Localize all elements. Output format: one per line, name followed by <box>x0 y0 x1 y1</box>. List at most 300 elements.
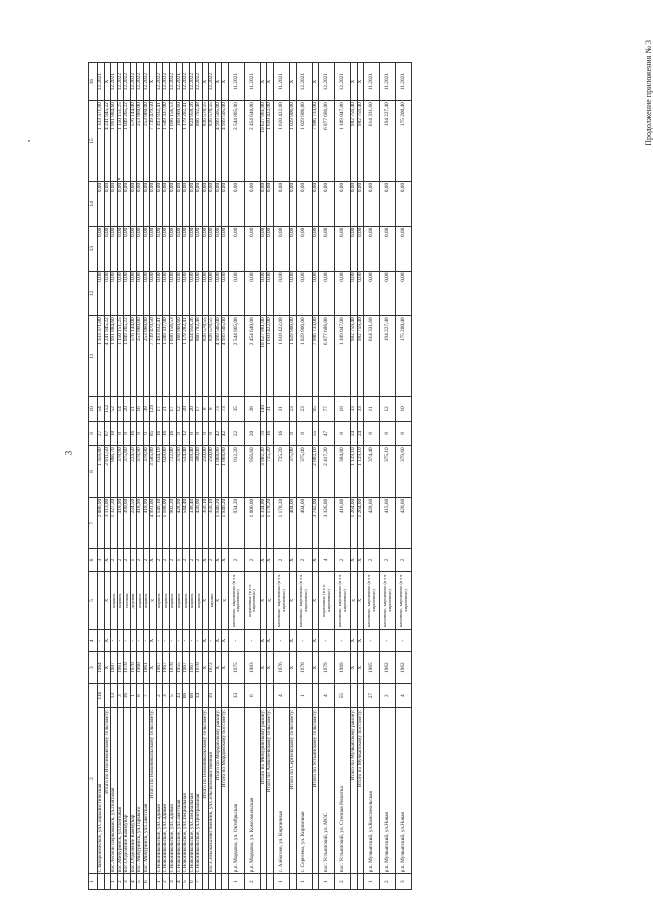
scan-speck <box>28 140 30 142</box>
table-cell: 428,60 <box>364 497 380 549</box>
table-cell: 73 <box>222 397 229 422</box>
table-cell: Итого по Мичуринскому району: <box>260 708 267 874</box>
table-cell: X <box>215 630 222 652</box>
table-cell: 0,00 <box>312 271 319 316</box>
table-cell: 2 <box>335 874 351 890</box>
table-cell: X <box>290 571 297 629</box>
table-cell: 1 <box>296 683 312 708</box>
table-cell: X <box>260 549 267 571</box>
table-cell: 826 578,55 <box>209 101 216 182</box>
table-cell: X <box>357 549 364 571</box>
table-cell: 1970 <box>196 652 203 683</box>
table-cell: 0,00 <box>202 271 209 316</box>
table-cell: 23 <box>290 397 297 422</box>
table-cell: 152 <box>104 397 111 422</box>
table-cell: X <box>312 549 319 571</box>
column-header-1: 1 <box>89 874 98 890</box>
table-cell: 149 <box>260 397 267 422</box>
table-cell: 1969 <box>335 652 351 683</box>
table-cell: X <box>357 63 364 101</box>
table-cell: 0,00 <box>117 271 124 316</box>
table-cell: кирпичные (в т.ч. кирпичные) <box>319 571 335 629</box>
table-cell: 0,00 <box>215 181 222 226</box>
table-cell: X <box>202 549 209 571</box>
table-cell: 9 <box>137 421 144 446</box>
table-cell: 1 <box>228 874 244 890</box>
table-cell: 12.2022 <box>170 63 177 101</box>
table-cell: 0,00 <box>351 181 358 226</box>
table-cell: X <box>150 549 157 571</box>
table-cell: 2 <box>364 549 380 571</box>
table-cell: 0,00 <box>98 226 105 271</box>
table-cell: 4 241 945,22 <box>104 101 111 182</box>
table-cell: 3 <box>163 683 170 708</box>
table-cell: 1 150 151,25 <box>117 316 124 397</box>
table-cell: кирпич. <box>163 571 170 629</box>
table-cell: 420,60 <box>396 497 412 549</box>
table-cell: кирпич. <box>137 571 144 629</box>
table-cell: 4 <box>274 683 290 708</box>
table-cell: р.п. Мордово, ул. Октябрьская <box>228 708 244 874</box>
table-cell: 1979 <box>319 652 335 683</box>
table-cell: X <box>267 549 274 571</box>
table-cell: - <box>117 630 124 652</box>
table-cell: 0,00 <box>156 271 163 316</box>
table-cell: 1 493 832,41 <box>156 316 163 397</box>
table-cell: 2 <box>209 549 216 571</box>
table-cell: 2 <box>156 549 163 571</box>
table-cell: X <box>290 652 297 683</box>
table-row <box>244 63 260 890</box>
table-cell: 576 144,00 <box>130 316 137 397</box>
table-cell: 77 <box>319 397 335 422</box>
table-cell: 375,60 <box>124 446 131 498</box>
table-cell: 1967 <box>163 652 170 683</box>
table-cell: 52 <box>111 397 118 422</box>
table-cell: X <box>104 571 111 629</box>
table-cell: 3 113,00 <box>104 497 111 549</box>
table-cell: X <box>150 630 157 652</box>
table-cell: 1 610 422,00 <box>267 316 274 397</box>
table-cell: X <box>260 630 267 652</box>
table-cell: 866,70 <box>111 446 118 498</box>
table-cell: 1962 <box>396 652 412 683</box>
table-cell: 0,00 <box>244 226 260 271</box>
table-cell: 1 049 265,22 <box>124 101 131 182</box>
table-cell: с. Сергеево, ул. Кирпичная <box>296 708 312 874</box>
table-cell: 0,00 <box>150 181 157 226</box>
table-cell: 10 <box>396 397 412 422</box>
table-cell: 0,00 <box>312 226 319 271</box>
table-cell: 224,50 <box>130 446 137 498</box>
table-cell: 0,00 <box>117 226 124 271</box>
table-cell: 404,60 <box>296 497 312 549</box>
table-cell: 2 <box>244 874 260 890</box>
table-cell: 1 940,20 <box>222 497 229 549</box>
table-cell: 20 <box>183 397 190 422</box>
table-cell: 4 241 945,22 <box>104 316 111 397</box>
table-cell: X <box>215 549 222 571</box>
table-cell: Итого по Алёксеевскому сельсовету: <box>267 708 274 874</box>
table-cell: 4 991,00 <box>150 497 157 549</box>
table-cell: 1967 <box>189 652 196 683</box>
table-cell: 1 109 047,00 <box>335 316 351 397</box>
table-cell: 866 792,48 <box>196 101 203 182</box>
table-cell: 17 <box>170 397 177 422</box>
table-cell: 912,20 <box>228 446 244 498</box>
table-cell: 54 <box>98 397 105 422</box>
table-cell: 0,00 <box>202 226 209 271</box>
table-cell: 375,00 <box>290 446 297 498</box>
table-cell: 4 999 505,00 <box>222 101 229 182</box>
table-cell: кирпич. <box>196 571 203 629</box>
table-cell: 866 792,48 <box>196 316 203 397</box>
table-cell: 982 759,40 <box>351 101 358 182</box>
rotated-table-area <box>88 62 608 890</box>
table-cell: кирпич. <box>170 571 177 629</box>
table-cell: 12.2022 <box>196 63 203 101</box>
table-cell: 1 359,80 <box>98 446 105 498</box>
table-cell: 16 <box>163 421 170 446</box>
table-cell: 0,00 <box>260 226 267 271</box>
table-cell: - <box>296 630 312 652</box>
table-cell: 1 029 906,00 <box>296 101 312 182</box>
table-cell: 379,60 <box>396 446 412 498</box>
table-cell: кирпич <box>209 571 216 629</box>
table-cell: 1967 <box>156 652 163 683</box>
table-cell: 1967 <box>183 652 190 683</box>
table-cell: 0,00 <box>351 271 358 316</box>
table-cell: - <box>124 630 131 652</box>
table-cell: X <box>150 571 157 629</box>
table-cell: 0,00 <box>137 226 144 271</box>
table-cell: 0,00 <box>228 226 244 271</box>
table-cell: пос.Отделение Коммунар <box>130 708 137 874</box>
table-cell: Итого по Мучкапскому району: <box>351 708 358 874</box>
table-cell: 73 <box>215 397 222 422</box>
table-cell: 31 <box>267 397 274 422</box>
table-cell: 6 <box>244 683 260 708</box>
table-cell: Итого по Мордовскому району: <box>215 708 222 874</box>
table-cell: 0,00 <box>124 271 131 316</box>
table-cell: 1 129,10 <box>357 446 364 498</box>
table-cell: 175 200,40 <box>396 316 412 397</box>
table-cell: 12.2022 <box>124 63 131 101</box>
table-cell: каменные, кирпичные (в т.ч. кирпичные) <box>274 571 290 629</box>
table-cell: 253 860,00 <box>137 101 144 182</box>
table-cell: 2 611,50 <box>104 446 111 498</box>
table-cell: 1970 <box>124 652 131 683</box>
table-row <box>396 63 412 890</box>
table-cell: X <box>357 652 364 683</box>
table-cell: 0,00 <box>189 226 196 271</box>
table-cell: 378,90 <box>176 446 183 498</box>
table-cell: каменные, кирпичные (в т.ч. кирпичные) <box>228 571 244 629</box>
table-cell: - <box>274 630 290 652</box>
table-cell: 3 <box>98 549 105 571</box>
table-cell: 0,00 <box>396 271 412 316</box>
table-cell: 1 610 422,00 <box>274 101 290 182</box>
table-cell: 0,00 <box>104 226 111 271</box>
table-cell: 8 <box>196 421 203 446</box>
table-cell: 12.2022 <box>137 63 144 101</box>
table-cell: р.п. Мучкапский, ул.Новая <box>396 708 412 874</box>
table-cell: 27 <box>364 683 380 708</box>
table-cell: 33 <box>176 683 183 708</box>
table-cell: кирпич. <box>143 571 150 629</box>
table-cell: 0,00 <box>296 271 312 316</box>
table-cell: 31 <box>274 397 290 422</box>
table-cell: 1962 <box>380 652 396 683</box>
table-cell: 4 <box>319 549 335 571</box>
table-cell: 318,40 <box>189 446 196 498</box>
table-cell: 2 <box>380 874 396 890</box>
table-cell: 12.2021 <box>98 63 105 101</box>
table-cell: X <box>260 571 267 629</box>
table-cell: кирпич. <box>117 571 124 629</box>
table-cell: 11 <box>130 397 137 422</box>
table-cell: 0,00 <box>296 226 312 271</box>
table-cell: каменные, кирпичные (в т.ч. кирпичные) <box>296 571 312 629</box>
table-cell: 0,00 <box>396 181 412 226</box>
table-cell: Итого по Мордовскому поссовету: <box>222 708 229 874</box>
table-cell: 7 <box>143 683 150 708</box>
table-cell: - <box>98 630 105 652</box>
table-cell: 0,00 <box>98 181 105 226</box>
table-cell: 2 <box>296 549 312 571</box>
table-cell: 4 <box>176 874 183 890</box>
table-row <box>274 63 290 890</box>
table-cell: кирпичные (в т.ч. кирпичные) <box>244 571 260 629</box>
table-cell: 359,10 <box>209 497 216 549</box>
table-cell: 1 327,20 <box>111 497 118 549</box>
table-cell: 2 <box>163 874 170 890</box>
table-cell: 0,00 <box>274 181 290 226</box>
table-cell: 0,00 <box>260 271 267 316</box>
table-cell: 12.2021 <box>319 63 335 101</box>
table-cell: 7 739 479,50 <box>150 316 157 397</box>
table-cell: 8 <box>290 421 297 446</box>
table-cell: 27 <box>98 421 105 446</box>
table-cell: 3 <box>396 874 412 890</box>
table-cell: 416,00 <box>335 497 351 549</box>
table-cell: 68 <box>189 683 196 708</box>
table-cell: 17 <box>196 397 203 422</box>
table-cell: 0,00 <box>274 271 290 316</box>
table-cell: 0,00 <box>335 271 351 316</box>
table-cell: 7 739 479,50 <box>150 101 157 182</box>
table-cell: 7 <box>196 874 203 890</box>
table-cell: Итого по Мучкапскому поссовету: <box>357 708 364 874</box>
table-cell: 17 <box>156 397 163 422</box>
table-cell: 12.2021 <box>176 63 183 101</box>
table-row <box>228 63 244 890</box>
table-cell: 1 509 337,00 <box>163 101 170 182</box>
table-cell: 1 333 371,80 <box>98 316 105 397</box>
table-cell: 5 334,80 <box>260 497 267 549</box>
table-cell: 14 <box>117 397 124 422</box>
table-cell: 2 <box>137 549 144 571</box>
column-header-16: 16 <box>89 63 98 101</box>
table-cell: 0,00 <box>267 271 274 316</box>
table-cell: 0,00 <box>137 271 144 316</box>
table-cell: 1 <box>130 549 137 571</box>
table-cell: 1 049 265,22 <box>124 316 131 397</box>
table-cell: 725,20 <box>267 446 274 498</box>
column-header-4: 4 <box>89 630 98 652</box>
table-cell: 0,00 <box>170 271 177 316</box>
table-cell: 0,00 <box>364 181 380 226</box>
table-cell: 168 960,60 <box>176 101 183 182</box>
table-cell: 1960 <box>137 652 144 683</box>
table-cell: 934,20 <box>228 497 244 549</box>
table-cell: 66 <box>183 683 190 708</box>
table-cell: 3 326,00 <box>319 497 335 549</box>
table-cell: 250,00 <box>209 446 216 498</box>
table-cell: 0,00 <box>130 226 137 271</box>
table-cell: 0,00 <box>196 271 203 316</box>
table-cell: 0,00 <box>202 181 209 226</box>
table-cell: 8 <box>137 683 144 708</box>
table-cell: 21 <box>163 397 170 422</box>
table-cell: 1 <box>364 874 380 890</box>
table-cell: пос. Устьинский, ул. Степная Решетка <box>335 708 351 874</box>
table-cell: 1 029 906,00 <box>290 101 297 182</box>
table-cell: с.Новоникольское, ул.Садовая <box>170 708 177 874</box>
table-cell: смешан. <box>124 571 131 629</box>
table-cell: каменные, кирпичные (в т.ч. кирпичные) <box>380 571 396 629</box>
table-cell: 824 958,26 <box>189 101 196 182</box>
table-cell: 1961 <box>143 652 150 683</box>
table-cell: X <box>351 63 358 101</box>
table-cell: 0,00 <box>143 271 150 316</box>
table-cell: 4 <box>319 683 335 708</box>
table-cell: X <box>202 630 209 652</box>
table-cell: 0,00 <box>104 271 111 316</box>
table-cell: 47 <box>319 421 335 446</box>
table-cell: 3 902,30 <box>260 446 267 498</box>
table-cell: 826 578,55 <box>202 101 209 182</box>
table-cell: 2 544 865,00 <box>228 101 244 182</box>
table-cell: X <box>215 63 222 101</box>
table-cell: 5 <box>137 874 144 890</box>
table-body <box>98 63 412 890</box>
table-cell: 8 <box>380 421 396 446</box>
table-cell: 3 <box>117 683 124 708</box>
table-cell: 6 <box>143 874 150 890</box>
table-cell: 12.2022 <box>117 63 124 101</box>
table-cell: 12.2021 <box>111 63 118 101</box>
table-cell: 1 179 282,41 <box>183 101 190 182</box>
table-cell: 8 <box>202 397 209 422</box>
table-cell: 0,00 <box>274 226 290 271</box>
table-cell: 11.2021 <box>396 63 412 101</box>
table-cell: 2 802,10 <box>312 446 319 498</box>
table-cell: 2 <box>380 549 396 571</box>
table-cell: 1 <box>176 549 183 571</box>
table-cell: Итого по Новоникольскому сельсовету: <box>202 708 209 874</box>
table-cell: 0,00 <box>104 181 111 226</box>
table-cell: X <box>202 63 209 101</box>
table-cell: 0,00 <box>143 181 150 226</box>
table-cell: 1955 <box>176 652 183 683</box>
table-cell: 6 877 686,00 <box>319 101 335 182</box>
table-cell: 6 <box>189 874 196 890</box>
table-cell: 11.2021 <box>274 63 290 101</box>
table-cell: 253 860,00 <box>143 101 150 182</box>
table-cell: Итого по Изосимовскому сельсовету: <box>104 708 111 874</box>
table-cell: 0,00 <box>143 226 150 271</box>
table-cell: 1976 <box>274 652 290 683</box>
table-cell: 79 <box>260 421 267 446</box>
table-cell: 0,00 <box>319 226 335 271</box>
table-cell: 0,00 <box>163 226 170 271</box>
table-cell: X <box>104 652 111 683</box>
table-cell: 0,00 <box>364 271 380 316</box>
table-cell: 0,00 <box>111 271 118 316</box>
table-cell: - <box>335 630 351 652</box>
table-cell: - <box>111 630 118 652</box>
table-cell: 1 149,10 <box>156 497 163 549</box>
table-cell: 0,00 <box>124 181 131 226</box>
table-cell: 628,00 <box>163 446 170 498</box>
table-cell: 0,00 <box>380 181 396 226</box>
table-cell: каменные, кирпичные (в т.ч. кирпичные) <box>396 571 412 629</box>
table-cell: 16 <box>130 421 137 446</box>
table-cell: 12.2022 <box>163 63 170 101</box>
table-cell: пос. Устьинский, ул. МОС <box>319 708 335 874</box>
table-cell: 39 <box>143 397 150 422</box>
table-cell: 12.2022 <box>130 63 137 101</box>
table-cell: 1 <box>156 874 163 890</box>
table-cell: 0,00 <box>130 181 137 226</box>
table-cell: 8 <box>296 421 312 446</box>
table-cell: 0,00 <box>244 271 260 316</box>
table-cell: X <box>215 571 222 629</box>
table-cell: X <box>357 571 364 629</box>
table-cell: 1 178,20 <box>274 497 290 549</box>
table-cell: 8 <box>209 397 216 422</box>
table-rotator <box>88 62 608 890</box>
table-cell: 1 150 151,25 <box>117 101 124 182</box>
table-cell: 0,00 <box>176 181 183 226</box>
table-cell: 8 <box>396 421 412 446</box>
table-cell: 1 264,60 <box>357 497 364 549</box>
table-cell: 1972 <box>209 652 216 683</box>
table-cell: 1 109 047,00 <box>335 101 351 182</box>
table-cell: 11 <box>364 397 380 422</box>
table-cell: X <box>260 652 267 683</box>
table-cell: 0,00 <box>209 226 216 271</box>
table-cell: 384,80 <box>335 446 351 498</box>
table-cell: 0,00 <box>319 181 335 226</box>
table-cell: 982 759,40 <box>357 101 364 182</box>
table-cell: каменные, кирпичные (в т.ч. кирпичные) <box>364 571 380 629</box>
table-cell: X <box>202 652 209 683</box>
table-cell: с.Новоникольское, ул.Садовая <box>163 708 170 874</box>
column-header-10: 10 <box>89 397 98 422</box>
table-cell: 33 <box>357 397 364 422</box>
table-cell: 1 610 422,00 <box>274 316 290 397</box>
table-cell: 0,00 <box>130 271 137 316</box>
table-cell: X <box>222 652 229 683</box>
table-cell: 0,00 <box>312 181 319 226</box>
table-cell: 375,00 <box>296 446 312 498</box>
table-cell: 9 <box>143 421 150 446</box>
table-cell: 826 578,55 <box>209 316 216 397</box>
table-cell: 1 129,10 <box>351 446 358 498</box>
table-cell: 1987 <box>111 652 118 683</box>
